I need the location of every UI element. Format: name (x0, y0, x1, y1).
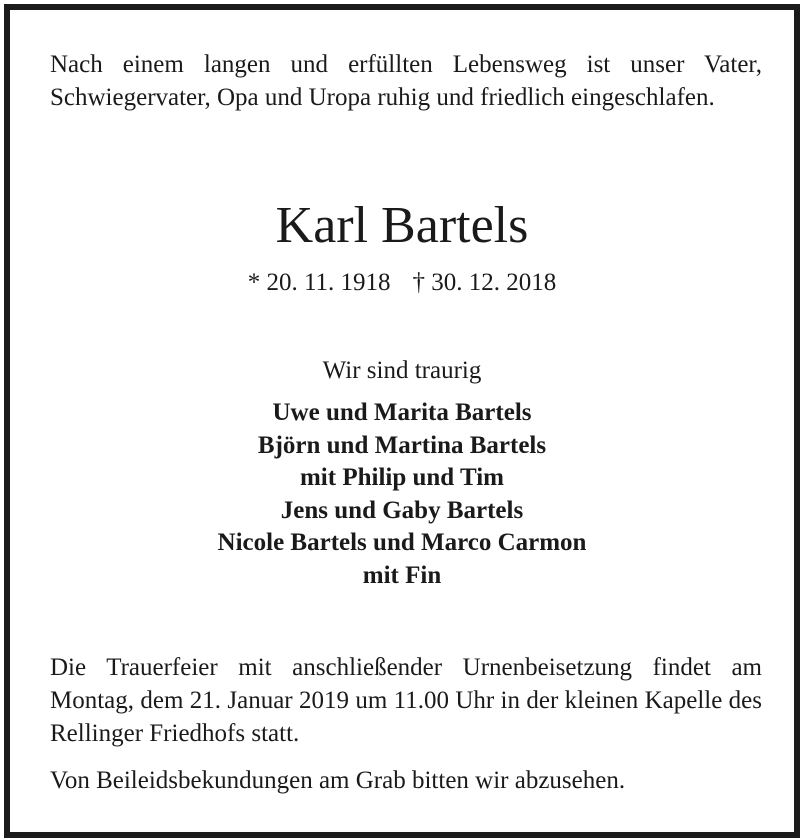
family-member: Uwe und Marita Bartels (272, 399, 532, 426)
family-member: Björn und Martina Bartels (257, 431, 547, 459)
family-list (10, 397, 794, 592)
death-date: † 30. 12. 2018 (412, 269, 557, 296)
life-dates (10, 266, 794, 300)
obituary-notice (4, 4, 800, 838)
family-member: mit Fin (362, 561, 442, 589)
condolence-note: Von Beileidsbekundungen am Grab bitten wir abzusehen. (50, 767, 626, 794)
family-member: Nicole Bartels und Marco Carmon (217, 529, 587, 556)
deceased-name: Karl Bartels (275, 197, 529, 254)
family-member: mit Philip und Tim (299, 464, 505, 491)
birth-date: * 20. 11. 1918 (247, 269, 391, 296)
ceremony-info: Die Trauerfeier mit anschließender Urnenbeisetzung findet am Montag, dem 21. Januar 2019 um 11.00 Uhr in der kleinen Kapelle des Rellinger Friedhofs statt. (50, 654, 762, 747)
intro-text: Nach einem langen und erfüllten Lebensweg ist unser Vater, Schwiegervater, Opa und Uropa ruhig und friedlich eingeschlafen. (50, 51, 762, 111)
mourning-line: Wir sind traurig (322, 357, 482, 384)
family-member: Jens und Gaby Bartels (280, 496, 524, 524)
